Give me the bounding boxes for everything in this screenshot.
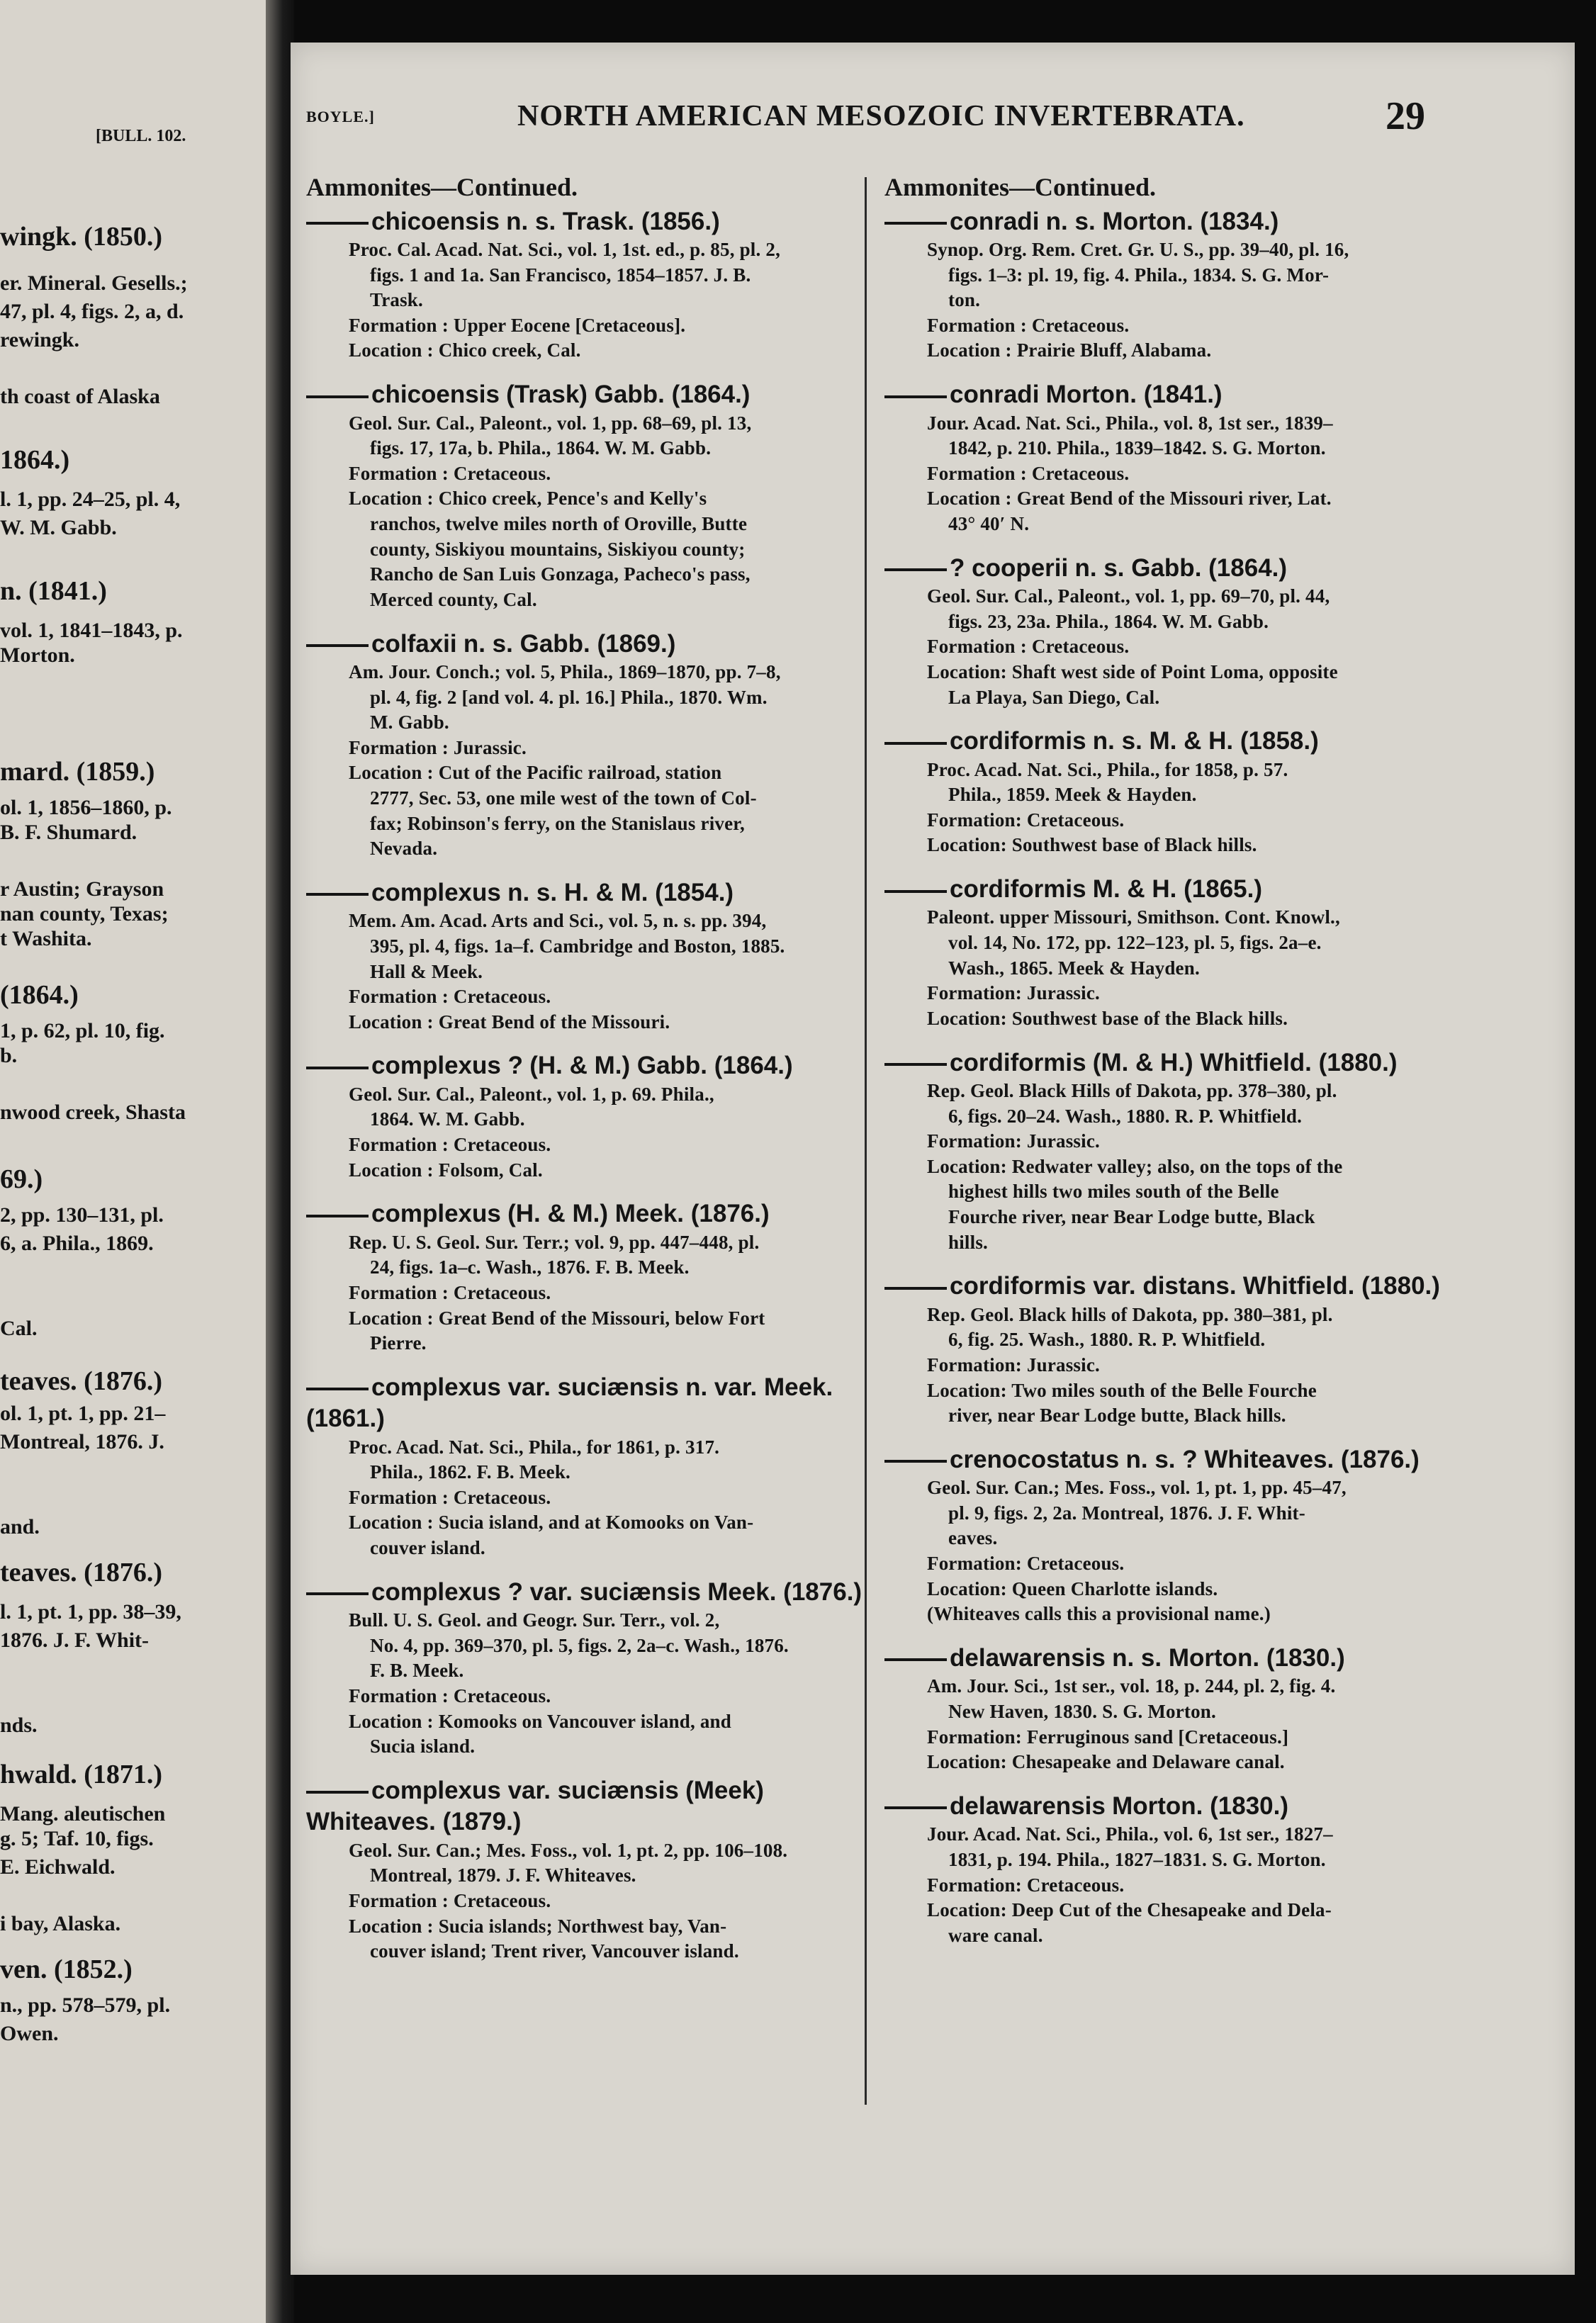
ditto-dash [884, 568, 947, 571]
entry-text-line: Geol. Sur. Cal., Paleont., vol. 1, pp. 68–69, pl. 13, [349, 412, 752, 434]
previous-page-text-line: nan county, Texas; [0, 902, 169, 926]
species-name: colfaxii [371, 629, 457, 658]
entry-text-line: figs. 1 and 1a. San Francisco, 1854–1857. J. B. [370, 264, 751, 286]
entry-text-line: Geol. Sur. Can.; Mes. Foss., vol. 1, pt. 1, pp. 45–47, [927, 1477, 1347, 1499]
species-name: complexus ? [371, 1052, 523, 1080]
species-name: complexus var. suciænsis [371, 1776, 679, 1804]
author-year: n. s. Morton. (1830.) [1112, 1643, 1345, 1672]
author-year: n. s. Gabb. (1864.) [1074, 553, 1288, 582]
entry-heading [306, 629, 866, 660]
entry-text-line: Formation : Cretaceous. [927, 314, 1130, 336]
entry-text-line: Formation : Jurassic. [349, 736, 527, 758]
entry-text-line: pl. 4, fig. 2 [and vol. 4. pl. 16.] Phila., 1870. Wm. [370, 686, 768, 708]
previous-page-text-line: rewingk. [0, 328, 79, 351]
previous-page-text-line: n. (1841.) [0, 576, 107, 606]
previous-page-text-line: 47, pl. 4, figs. 2, a, d. [0, 300, 184, 323]
previous-page-text-line: nwood creek, Shasta [0, 1101, 186, 1124]
author-year: Meek. (1876.) [707, 1577, 862, 1606]
entry-text-line: Formation: Cretaceous. [927, 1874, 1125, 1896]
entry-text-line: Formation: Jurassic. [927, 1354, 1100, 1376]
previous-page-text-line: Morton. [0, 643, 75, 667]
catalog-entry [306, 877, 866, 1035]
species-name: crenocostatus [950, 1445, 1120, 1473]
catalog-entry [884, 553, 1444, 711]
ditto-dash [306, 644, 369, 647]
book-gutter [266, 0, 294, 2323]
entry-text-line: Formation : Upper Eocene [Cretaceous]. [349, 314, 686, 336]
entry-text-line: couver island; Trent river, Vancouver island. [370, 1940, 739, 1962]
entry-text-line: Location : Sucia islands; Northwest bay, Van- [349, 1915, 727, 1937]
entry-text-line: ranchos, twelve miles north of Oroville, Butte [370, 513, 748, 534]
entry-text-line: Geol. Sur. Cal., Paleont., vol. 1, p. 69. Phila., [349, 1083, 714, 1105]
entry-text-line: Phila., 1859. Meek & Hayden. [948, 784, 1197, 806]
entry-text-line: Location: Chesapeake and Delaware canal. [927, 1751, 1285, 1773]
entry-text-line: Fourche river, near Bear Lodge butte, Black [948, 1206, 1315, 1228]
ditto-dash [306, 1067, 369, 1069]
author-year: Morton. (1830.) [1112, 1792, 1289, 1820]
entry-heading [884, 1643, 1444, 1674]
previous-page-text-line: g. 5; Taf. 10, figs. [0, 1827, 154, 1850]
entry-list [306, 206, 866, 1964]
previous-page-text-line: [BULL. 102. [96, 127, 186, 145]
previous-page-text-line: hwald. (1871.) [0, 1760, 163, 1789]
author-year: Morton. (1841.) [1045, 381, 1223, 409]
entry-heading [884, 206, 1444, 237]
ditto-dash [884, 1063, 947, 1066]
species-name: ? cooperii [950, 553, 1069, 582]
catalog-entry [306, 1775, 866, 1964]
catalog-entry [306, 1050, 866, 1183]
entry-text-line: couver island. [370, 1537, 485, 1559]
ditto-dash [884, 395, 947, 398]
entry-text-line: Formation: Cretaceous. [927, 1553, 1125, 1575]
entry-text-line: Location: Redwater valley; also, on the tops of the [927, 1155, 1343, 1177]
entry-text-line: Rep. Geol. Black hills of Dakota, pp. 380–381, pl. [927, 1303, 1333, 1325]
right-column [884, 174, 1444, 1964]
entry-text-line: Trask. [370, 289, 423, 311]
entry-heading [306, 1050, 866, 1081]
entry-text-line: fax; Robinson's ferry, on the Stanislaus river, [370, 812, 745, 834]
entry-text-line: Location: Shaft west side of Point Loma, opposite [927, 660, 1338, 682]
entry-text-line: 24, figs. 1a–c. Wash., 1876. F. B. Meek. [370, 1256, 690, 1278]
catalog-entry [884, 1444, 1444, 1627]
entry-text-line: Paleont. upper Missouri, Smithson. Cont. Knowl., [927, 906, 1340, 928]
previous-page-text-line: 69.) [0, 1164, 43, 1194]
previous-page-text-line: E. Eichwald. [0, 1855, 116, 1879]
entry-heading [306, 877, 866, 909]
previous-page-text-line: 1876. J. F. Whit- [0, 1629, 150, 1652]
ditto-dash [884, 1287, 947, 1290]
entry-text-line: Am. Jour. Conch.; vol. 5, Phila., 1869–1870, pp. 7–8, [349, 660, 781, 682]
species-name: chicoensis [371, 207, 500, 235]
entry-text-line: Location: Southwest base of the Black hills. [927, 1007, 1288, 1029]
entry-text-line: Hall & Meek. [370, 960, 483, 982]
entry-text-line: Location : Great Bend of the Missouri. [349, 1011, 670, 1033]
entry-text-line: Synop. Org. Rem. Cret. Gr. U. S., pp. 39–40, pl. 16, [927, 238, 1349, 260]
running-header-title: NORTH AMERICAN MESOZOIC INVERTEBRATA. [517, 100, 1245, 133]
previous-page-text-line: vol. 1, 1841–1843, p. [0, 619, 183, 642]
previous-page-text-line: Owen. [0, 2022, 59, 2045]
species-name: complexus ? var. suciænsis [371, 1577, 701, 1606]
ditto-dash [884, 1658, 947, 1661]
entry-text-line: Formation : Cretaceous. [927, 462, 1130, 484]
author-year: n. s. M. & H. (1858.) [1092, 727, 1319, 755]
ditto-dash [884, 742, 947, 745]
entry-heading [884, 1444, 1444, 1475]
entry-text-line: F. B. Meek. [370, 1660, 464, 1682]
ditto-dash [306, 1388, 369, 1390]
entry-text-line: Jour. Acad. Nat. Sci., Phila., vol. 8, 1st ser., 1839– [927, 412, 1333, 434]
entry-heading [884, 379, 1444, 410]
ditto-dash [884, 222, 947, 225]
entry-text-line: Formation : Cretaceous. [349, 1684, 551, 1706]
entry-text-line: Formation : Cretaceous. [349, 1134, 551, 1156]
entry-heading [884, 1047, 1444, 1079]
catalog-entry [884, 1643, 1444, 1775]
entry-text-line: Location : Komooks on Vancouver island, and [349, 1710, 731, 1732]
entry-heading [306, 1577, 866, 1608]
continued-heading: Ammonites—Continued. [306, 173, 578, 201]
entry-text-line: 2777, Sec. 53, one mile west of the town of Col- [370, 787, 757, 809]
author-year: (H. & M.) Meek. (1876.) [507, 1200, 770, 1228]
entry-text-line: Formation: Jurassic. [927, 1130, 1100, 1152]
previous-page-text-line: Cal. [0, 1317, 38, 1340]
previous-page-text-line: ven. (1852.) [0, 1954, 133, 1984]
entry-text-line: Location : Great Bend of the Missouri, below Fort [349, 1307, 765, 1329]
entry-text-line: Montreal, 1879. J. F. Whiteaves. [370, 1864, 636, 1886]
entry-text-line: Formation: Jurassic. [927, 982, 1100, 1004]
entry-heading [884, 874, 1444, 905]
entry-list [884, 206, 1444, 1949]
species-name: delawarensis [950, 1643, 1106, 1672]
entry-text-line: Location : Cut of the Pacific railroad, station [349, 762, 722, 784]
left-column [306, 174, 866, 1980]
species-name: conradi [950, 207, 1040, 235]
entry-text-line: figs. 17, 17a, b. Phila., 1864. W. M. Gabb. [370, 437, 712, 459]
entry-heading [884, 1791, 1444, 1822]
catalog-entry [884, 1271, 1444, 1429]
species-name: conradi [950, 381, 1040, 409]
entry-text-line: figs. 23, 23a. Phila., 1864. W. M. Gabb. [948, 610, 1269, 632]
entry-heading [884, 553, 1444, 584]
previous-page-text-line: l. 1, pp. 24–25, pl. 4, [0, 488, 181, 511]
entry-text-line: Jour. Acad. Nat. Sci., Phila., vol. 6, 1st ser., 1827– [927, 1823, 1333, 1845]
previous-page-text-line: wingk. (1850.) [0, 222, 163, 252]
entry-text-line: Formation : Cretaceous. [349, 462, 551, 484]
entry-text-line: vol. 14, No. 172, pp. 122–123, pl. 5, figs. 2a–e. [948, 932, 1322, 954]
species-name: cordiformis var. distans. [950, 1272, 1237, 1300]
species-name: cordiformis [950, 1048, 1086, 1076]
author-year: n. var. Meek. (1861.) [306, 1373, 833, 1433]
entry-text-line: eaves. [948, 1527, 998, 1549]
entry-text-line: Location : Sucia island, and at Komooks on Van- [349, 1512, 754, 1534]
previous-page-text-line: r Austin; Grayson [0, 877, 164, 901]
entry-text-line: Geol. Sur. Can.; Mes. Foss., vol. 1, pt. 2, pp. 106–108. [349, 1839, 788, 1861]
ditto-dash [306, 1592, 369, 1595]
entry-text-line: pl. 9, figs. 2, 2a. Montreal, 1876. J. F. Whit- [948, 1502, 1305, 1524]
catalog-entry [306, 1372, 866, 1561]
entry-text-line: (Whiteaves calls this a provisional name.) [927, 1603, 1271, 1625]
previous-page-text-line: n., pp. 578–579, pl. [0, 1993, 171, 2017]
entry-text-line: Formation : Cretaceous. [349, 1281, 551, 1303]
entry-text-line: Location : Folsom, Cal. [349, 1159, 543, 1181]
previous-page-text-line: t Washita. [0, 927, 92, 950]
catalog-entry [884, 1791, 1444, 1949]
entry-text-line: Phila., 1862. F. B. Meek. [370, 1461, 571, 1483]
entry-text-line: Location : Chico creek, Cal. [349, 339, 581, 361]
entry-text-line: Formation: Cretaceous. [927, 809, 1125, 831]
entry-heading [306, 1198, 866, 1230]
entry-text-line: Geol. Sur. Cal., Paleont., vol. 1, pp. 69–70, pl. 44, [927, 585, 1330, 607]
entry-text-line: Formation: Ferruginous sand [Cretaceous.] [927, 1726, 1289, 1748]
ditto-dash [306, 1215, 369, 1217]
entry-text-line: 43° 40′ N. [948, 513, 1030, 534]
entry-heading [306, 1372, 866, 1435]
entry-text-line: Merced county, Cal. [370, 588, 537, 610]
species-name: delawarensis [950, 1792, 1106, 1820]
previous-page-text-line: b. [0, 1044, 18, 1067]
author-year: n. s. H. & M. (1854.) [507, 878, 734, 906]
previous-page-text-line: ol. 1, 1856–1860, p. [0, 796, 172, 819]
entry-text-line: figs. 1–3: pl. 19, fig. 4. Phila., 1834. S. G. Mor- [948, 264, 1330, 286]
previous-page-text-line: B. F. Shumard. [0, 821, 137, 844]
entry-text-line: ware canal. [948, 1924, 1043, 1946]
entry-text-line: Location : Chico creek, Pence's and Kelly's [349, 488, 707, 510]
ditto-dash [884, 890, 947, 893]
continued-heading: Ammonites—Continued. [884, 173, 1157, 201]
species-name: complexus [371, 878, 501, 906]
entry-text-line: county, Siskiyou mountains, Siskiyou county; [370, 538, 746, 560]
author-year: n. s. Morton. (1834.) [1045, 207, 1279, 235]
previous-page-text-line: i bay, Alaska. [0, 1912, 121, 1935]
catalog-entry [884, 379, 1444, 537]
entry-text-line: 6, figs. 20–24. Wash., 1880. R. P. Whitfield. [948, 1105, 1303, 1127]
entry-text-line: Formation : Cretaceous. [349, 986, 551, 1008]
catalog-entry [884, 206, 1444, 364]
entry-heading [884, 726, 1444, 757]
entry-text-line: ton. [948, 289, 981, 311]
entry-text-line: Location: Queen Charlotte islands. [927, 1577, 1218, 1599]
entry-text-line: La Playa, San Diego, Cal. [948, 686, 1160, 708]
catalog-entry [306, 629, 866, 862]
entry-text-line: 1842, p. 210. Phila., 1839–1842. S. G. Morton. [948, 437, 1326, 459]
catalog-entry [306, 1198, 866, 1356]
previous-page-text-line: Mang. aleutischen [0, 1802, 166, 1826]
author-year: (Meek) Whiteaves. (1879.) [306, 1776, 764, 1836]
column-divider [865, 177, 867, 2105]
entry-heading [884, 1271, 1444, 1302]
previous-page-text-line: l. 1, pt. 1, pp. 38–39, [0, 1600, 181, 1624]
catalog-entry [306, 1577, 866, 1760]
catalog-entry [884, 1047, 1444, 1256]
previous-page-text-line: er. Mineral. Gesells.; [0, 271, 188, 295]
entry-text-line: 395, pl. 4, figs. 1a–f. Cambridge and Boston, 1885. [370, 935, 785, 957]
author-year: n. s. Trask. (1856.) [506, 207, 720, 235]
author-year: Whitfield. (1880.) [1242, 1272, 1440, 1300]
catalog-entry [306, 206, 866, 364]
previous-page-text-line: mard. (1859.) [0, 757, 155, 787]
entry-text-line: Rep. Geol. Black Hills of Dakota, pp. 378–380, pl. [927, 1079, 1337, 1101]
species-name: complexus [371, 1200, 501, 1228]
author-year: (M. & H.) Whitfield. (1880.) [1092, 1048, 1398, 1076]
author-year: (H. & M.) Gabb. (1864.) [529, 1052, 793, 1080]
previous-page-text-line: Montreal, 1876. J. [0, 1430, 164, 1453]
entry-text-line: Formation : Cretaceous. [349, 1486, 551, 1508]
author-year: n. s. ? Whiteaves. (1876.) [1125, 1445, 1420, 1473]
entry-text-line: Sucia island. [370, 1736, 476, 1757]
running-header [291, 94, 1575, 156]
previous-page-text-line: ol. 1, pt. 1, pp. 21– [0, 1402, 166, 1425]
entry-text-line: Formation : Cretaceous. [927, 636, 1130, 658]
entry-text-line: Rep. U. S. Geol. Sur. Terr.; vol. 9, pp. 447–448, pl. [349, 1231, 760, 1253]
entry-text-line: New Haven, 1830. S. G. Morton. [948, 1700, 1216, 1722]
entry-heading [306, 379, 866, 410]
ditto-dash [306, 893, 369, 896]
entry-heading [306, 1775, 866, 1838]
ditto-dash [884, 1460, 947, 1463]
entry-text-line: Proc. Cal. Acad. Nat. Sci., vol. 1, 1st. ed., p. 85, pl. 2, [349, 238, 781, 260]
entry-text-line: Wash., 1865. Meek & Hayden. [948, 957, 1200, 979]
entry-text-line: 1831, p. 194. Phila., 1827–1831. S. G. Morton. [948, 1848, 1326, 1870]
previous-page-text-line: teaves. (1876.) [0, 1366, 162, 1396]
page [291, 43, 1575, 2275]
entry-text-line: Pierre. [370, 1332, 427, 1354]
entry-text-line: Location: Southwest base of Black hills. [927, 834, 1257, 856]
previous-page-text-line: 6, a. Phila., 1869. [0, 1232, 154, 1255]
entry-text-line: hills. [948, 1231, 988, 1253]
previous-page-text-line: W. M. Gabb. [0, 516, 117, 539]
species-name: cordiformis [950, 727, 1086, 755]
entry-text-line: 1864. W. M. Gabb. [370, 1108, 525, 1130]
entry-text-line: Proc. Acad. Nat. Sci., Phila., for 1858, p. 57. [927, 758, 1288, 780]
author-year: M. & H. (1865.) [1092, 875, 1263, 904]
entry-text-line: Mem. Am. Acad. Arts and Sci., vol. 5, n. s. pp. 394, [349, 910, 767, 932]
species-name: complexus var. suciænsis [371, 1373, 679, 1401]
ditto-dash [306, 395, 369, 398]
entry-text-line: Location : Great Bend of the Missouri river, Lat. [927, 488, 1332, 510]
ditto-dash [306, 222, 369, 225]
entry-text-line: Rancho de San Luis Gonzaga, Pacheco's pass, [370, 563, 751, 585]
entry-text-line: Location: Two miles south of the Belle Fourche [927, 1379, 1317, 1401]
entry-text-line: Bull. U. S. Geol. and Geogr. Sur. Terr., vol. 2, [349, 1609, 720, 1631]
entry-text-line: Location : Prairie Bluff, Alabama. [927, 339, 1212, 361]
previous-page-text-line: th coast of Alaska [0, 385, 160, 408]
author-year: (Trask) Gabb. (1864.) [506, 381, 751, 409]
entry-text-line: Am. Jour. Sci., 1st ser., vol. 18, p. 244, pl. 2, fig. 4. [927, 1675, 1336, 1697]
catalog-entry [884, 726, 1444, 858]
previous-page-text-line: 1864.) [0, 445, 70, 475]
running-header-author: BOYLE.] [306, 108, 375, 125]
ditto-dash [306, 1791, 369, 1794]
species-name: cordiformis [950, 875, 1086, 904]
species-name: chicoensis [371, 381, 500, 409]
entry-text-line: river, near Bear Lodge butte, Black hills. [948, 1405, 1286, 1427]
entry-text-line: Proc. Acad. Nat. Sci., Phila., for 1861, p. 317. [349, 1436, 720, 1458]
page-number: 29 [1386, 94, 1425, 138]
entry-text-line: Nevada. [370, 838, 438, 860]
entry-text-line: 6, fig. 25. Wash., 1880. R. P. Whitfield. [948, 1329, 1266, 1351]
previous-page-text-line: and. [0, 1515, 40, 1539]
previous-page-text-line: (1864.) [0, 980, 79, 1010]
entry-text-line: No. 4, pp. 369–370, pl. 5, figs. 2, 2a–c. Wash., 1876. [370, 1634, 789, 1656]
catalog-entry [884, 874, 1444, 1032]
previous-page-edge [0, 0, 266, 2323]
previous-page-text-line: nds. [0, 1714, 38, 1737]
entry-heading [306, 206, 866, 237]
entry-text-line: Location: Deep Cut of the Chesapeake and Dela- [927, 1899, 1332, 1921]
previous-page-text-line: 1, p. 62, pl. 10, fig. [0, 1019, 165, 1042]
author-year: n. s. Gabb. (1869.) [463, 629, 676, 658]
entry-text-line: highest hills two miles south of the Belle [948, 1181, 1279, 1203]
ditto-dash [884, 1806, 947, 1809]
entry-text-line: M. Gabb. [370, 711, 449, 733]
previous-page-text-line: teaves. (1876.) [0, 1558, 162, 1587]
entry-text-line: Formation : Cretaceous. [349, 1889, 551, 1911]
catalog-entry [306, 379, 866, 612]
previous-page-text-line: 2, pp. 130–131, pl. [0, 1203, 164, 1227]
